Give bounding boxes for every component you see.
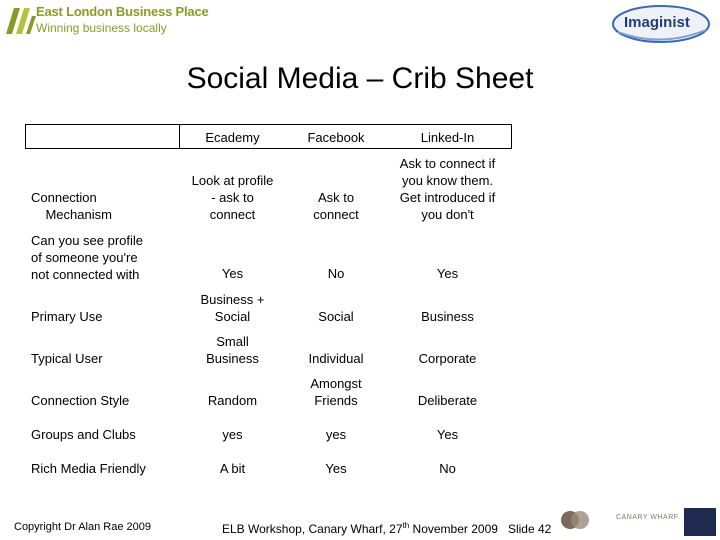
row-label-typical-user: Typical User	[31, 351, 103, 366]
cell-linkedin-profile-visibility: Yes	[436, 266, 459, 281]
cell-linkedin-rich-media-friendly: No	[439, 461, 456, 476]
cell-ecademy-connection-mechanism: Look at profile - ask to connect	[191, 173, 274, 222]
cell-ecademy-rich-media-friendly: A bit	[219, 461, 246, 476]
row-label-connection-style: Connection Style	[31, 393, 130, 408]
row-label-rich-media-friendly: Rich Media Friendly	[31, 461, 146, 476]
cell-ecademy-typical-user: Small Business	[206, 334, 259, 366]
cell-linkedin-connection-style: Deliberate	[417, 393, 478, 408]
cell-linkedin-primary-use: Business	[421, 309, 474, 324]
footer-event-sup: th	[402, 521, 410, 530]
column-header-facebook: Facebook	[307, 130, 365, 145]
cell-facebook-groups-and-clubs: yes	[325, 427, 347, 442]
footer-event	[222, 521, 551, 536]
sponsor-canary-wharf: CANARY WHARF	[616, 514, 679, 521]
column-header-ecademy: Ecademy	[205, 130, 260, 145]
cell-facebook-connection-style: Amongst Friends	[310, 376, 362, 408]
imaginist-logo-text: Imaginist	[624, 14, 690, 31]
cell-facebook-primary-use: Social	[318, 309, 354, 324]
slide-title: Social Media – Crib Sheet	[186, 62, 534, 95]
footer-copyright: Copyright Dr Alan Rae 2009	[14, 521, 151, 533]
footer-event-suffix: November 2009	[409, 522, 498, 536]
cell-facebook-typical-user: Individual	[308, 351, 364, 366]
cell-facebook-connection-mechanism: Ask to connect	[313, 190, 359, 222]
cell-ecademy-connection-style: Random	[207, 393, 258, 408]
row-label-primary-use: Primary Use	[31, 309, 103, 324]
column-header-linkedin: Linked-In	[420, 130, 475, 145]
elbp-name: East London Business Place	[36, 4, 209, 19]
cell-ecademy-primary-use: Business + Social	[200, 292, 265, 324]
cell-linkedin-groups-and-clubs: Yes	[436, 427, 459, 442]
row-label-groups-and-clubs: Groups and Clubs	[31, 427, 136, 442]
cell-ecademy-groups-and-clubs: yes	[222, 427, 243, 442]
elbp-tagline: Winning business locally	[36, 21, 167, 35]
cell-ecademy-profile-visibility: Yes	[221, 266, 244, 281]
cell-linkedin-typical-user: Corporate	[418, 351, 477, 366]
cell-facebook-rich-media-friendly: Yes	[325, 461, 347, 476]
footer-event-prefix: ELB Workshop, Canary Wharf, 27	[222, 522, 403, 536]
cell-linkedin-connection-mechanism: Ask to connect if you know them. Get introduced if you don't	[399, 156, 496, 222]
footer-slide-number: Slide 42	[507, 522, 552, 536]
sponsor-logos	[560, 506, 718, 538]
row-label-profile-visibility: Can you see profile of someone you're not connected with	[31, 233, 144, 282]
row-label-connection-mechanism: Connection Mechanism	[31, 190, 112, 222]
cell-facebook-profile-visibility: No	[327, 266, 345, 281]
